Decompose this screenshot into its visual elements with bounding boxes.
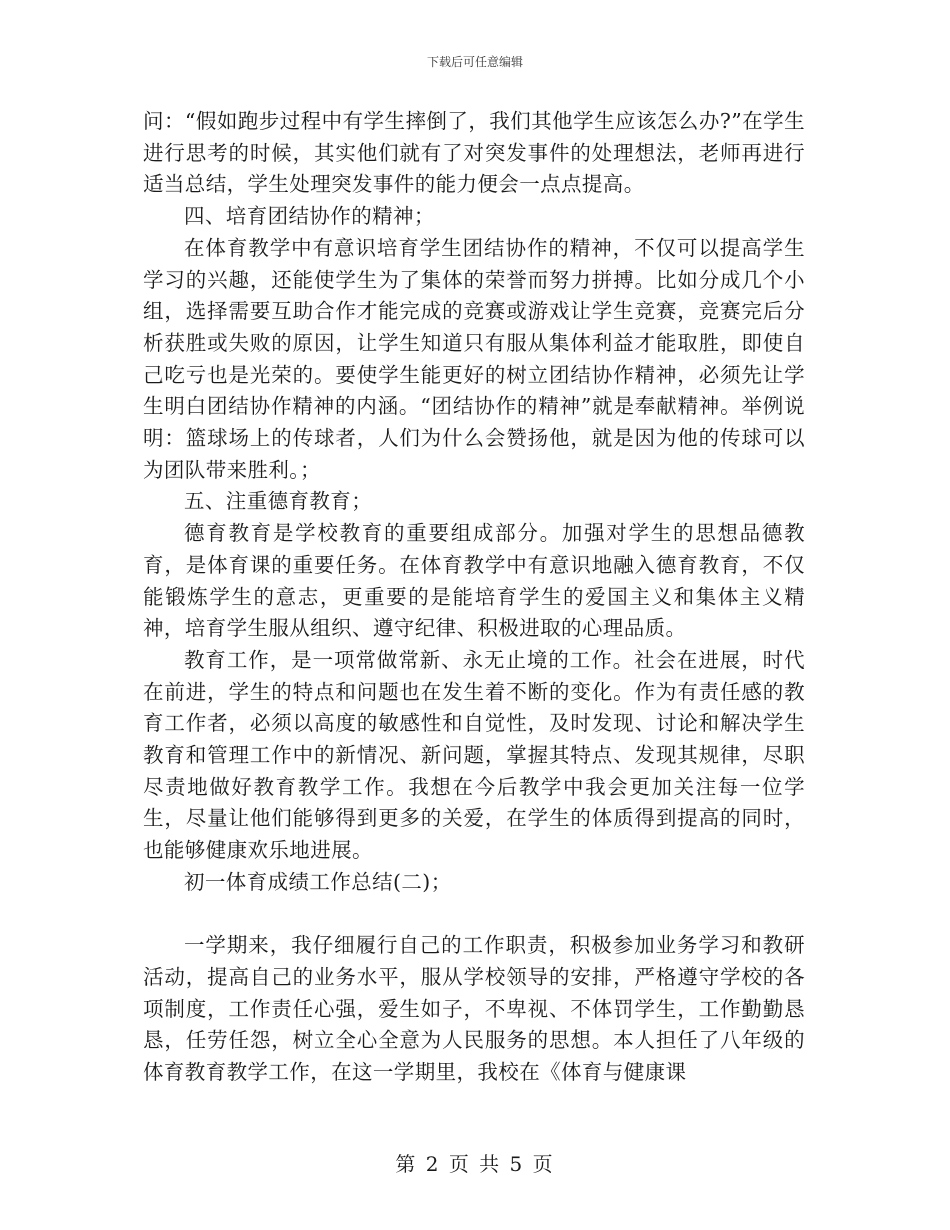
paragraph-teamwork: 在体育教学中有意识培育学生团结协作的精神，不仅可以提高学生学习的兴趣，还能使学生为了集体的荣誉而努力拼搏。比如分成几个小组，选择需要互助合作才能完成的竞赛或游戏让学生竞赛，竞赛完后分析获胜或失败的原因，让学生知道只有服从集体利益才能取胜，即使自己吃亏也是光荣的。要使学生能更好的树立团结协作精神，必须先让学生明白团结协作精神的内涵。“团结协作的精神”就是奉献精神。举例说明：篮球场上的传球者，人们为什么会赞扬他，就是因为他的传球可以为团队带来胜利。； <box>143 235 805 482</box>
section-title-summary-2: 初一体育成绩工作总结(二)； <box>184 869 452 894</box>
paragraph-1: 问：“假如跑步过程中有学生摔倒了，我们其他学生应该怎么办?”在学生进行思考的时候，其实他们就有了对突发事件的处理想法，老师再进行适当总结，学生处理突发事件的能力便会一点点提高。 <box>143 109 805 197</box>
paragraph-education-work: 教育工作，是一项常做常新、永无止境的工作。社会在进展，时代在前进，学生的特点和问题也在发生着不断的变化。作为有责任感的教育工作者，必须以高度的敏感性和自觉性，及时发现、讨论和解决学生教育和管理工作中的新情况、新问题，掌握其特点、发现其规律，尽职尽责地做好教育教学工作。我想在今后教学中我会更加关注每一位学生，尽量让他们能够得到更多的关爱，在学生的体质得到提高的同时，也能够健康欢乐地进展。 <box>143 647 805 863</box>
blank-line <box>143 899 805 931</box>
page-number-footer: 第 2 页 共 5 页 <box>395 1152 555 1176</box>
paragraph-moral-education: 德育教育是学校教育的重要组成部分。加强对学生的思想品德教育，是体育课的重要任务。在体育教学中有意识地融入德育教育，不仅能锻炼学生的意志，更重要的是能培育学生的爱国主义和集体主义精神，培育学生服从组织、遵守纪律、积极进取的心理品质。 <box>143 521 805 641</box>
section-heading-4: 四、培育团结协作的精神； <box>184 204 435 229</box>
document-body <box>143 106 805 1089</box>
section-heading-5: 五、注重德育教育； <box>184 489 373 514</box>
page-header: 下载后可任意编辑 <box>426 55 523 69</box>
paragraph-semester: 一学期来，我仔细履行自己的工作职责，积极参加业务学习和教研活动，提高自己的业务水平，服从学校领导的安排，严格遵守学校的各项制度，工作责任心强，爱生如子，不卑视、不体罚学生，工作勤勤恳恳，任劳任怨，树立全心全意为人民服务的思想。本人担任了八年级的体育教育教学工作，在这一学期里，我校在《体育与健康课 <box>143 933 805 1085</box>
